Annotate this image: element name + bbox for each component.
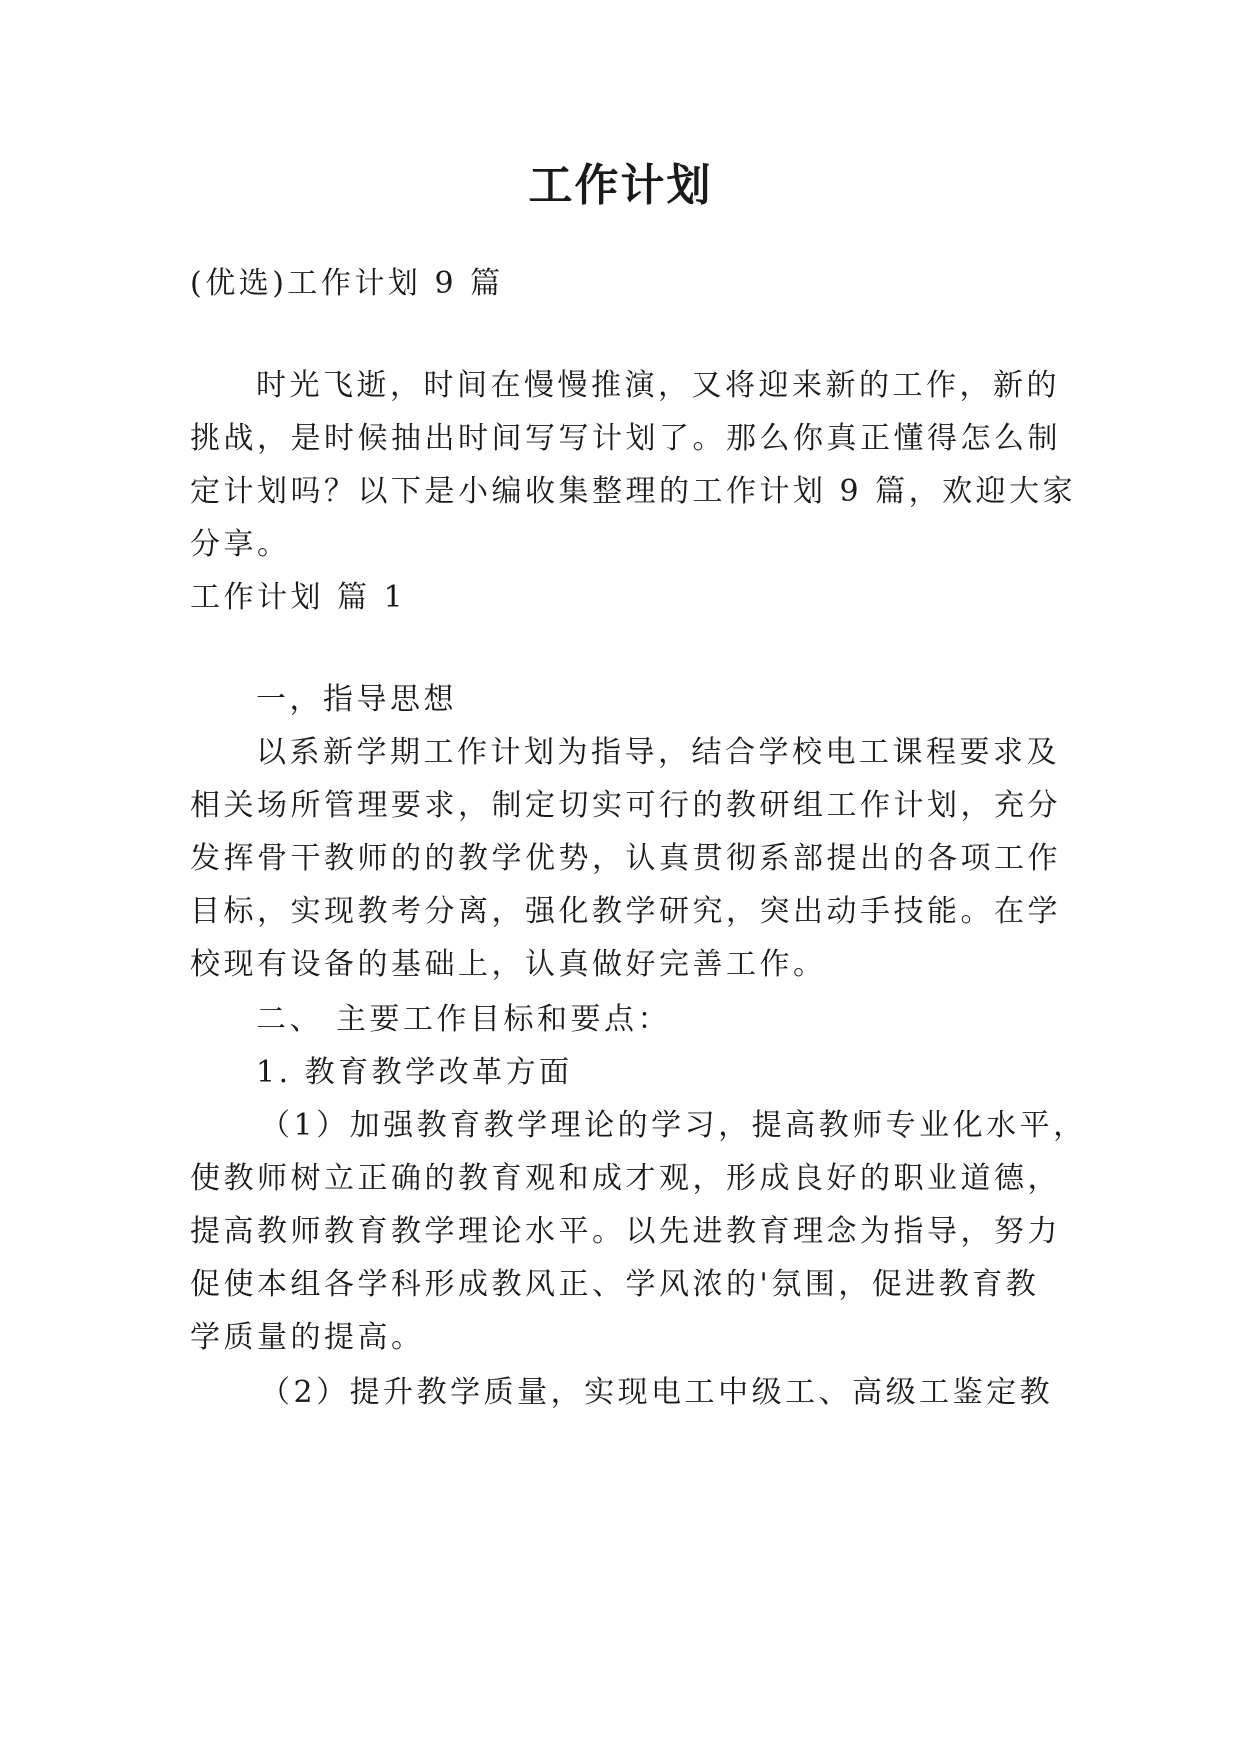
section-heading: 工作计划 篇 1 <box>190 580 407 615</box>
part2-heading: 二、 主要工作目标和要点： <box>256 1002 672 1037</box>
item1-sub1-line-5: 学质量的提高。 <box>190 1320 425 1355</box>
document-subtitle: (优选)工作计划 9 篇 <box>190 266 504 301</box>
item1-sub1-line-3: 提高教师教育教学理论水平。以先进教育理念为指导，努力 <box>190 1214 1061 1249</box>
part1-body-line-5: 校现有设备的基础上，认真做好完善工作。 <box>190 947 827 982</box>
item1-sub1-line-4: 促使本组各学科形成教风正、学风浓的'氛围，促进教育教 <box>190 1267 1040 1302</box>
part1-body-line-1: 以系新学期工作计划为指导，结合学校电工课程要求及 <box>256 735 1060 770</box>
item1-sub1-line-1: （1）加强教育教学理论的学习，提高教师专业化水平， <box>260 1108 1087 1143</box>
intro-line-1: 时光飞逝，时间在慢慢推演，又将迎来新的工作，新的 <box>256 368 1060 403</box>
part1-body-line-4: 目标，实现教考分离，强化教学研究，突出动手技能。在学 <box>190 894 1061 929</box>
item1-sub1-line-2: 使教师树立正确的教育观和成才观，形成良好的职业道德， <box>190 1161 1061 1196</box>
item1-sub2-line-1: （2）提升教学质量，实现电工中级工、高级工鉴定教 <box>260 1375 1054 1410</box>
part1-heading: 一，指导思想 <box>256 682 457 717</box>
item1-heading: 1. 教育教学改革方面 <box>256 1055 573 1090</box>
intro-line-2: 挑战，是时候抽出时间写写计划了。那么你真正懂得怎么制 <box>190 421 1061 456</box>
intro-line-4: 分享。 <box>190 527 291 562</box>
part1-body-line-3: 发挥骨干教师的的教学优势，认真贯彻系部提出的各项工作 <box>190 841 1061 876</box>
document-title: 工作计划 <box>528 160 713 211</box>
intro-line-3: 定计划吗？以下是小编收集整理的工作计划 9 篇，欢迎大家 <box>190 474 1077 509</box>
part1-body-line-2: 相关场所管理要求，制定切实可行的教研组工作计划，充分 <box>190 788 1061 823</box>
